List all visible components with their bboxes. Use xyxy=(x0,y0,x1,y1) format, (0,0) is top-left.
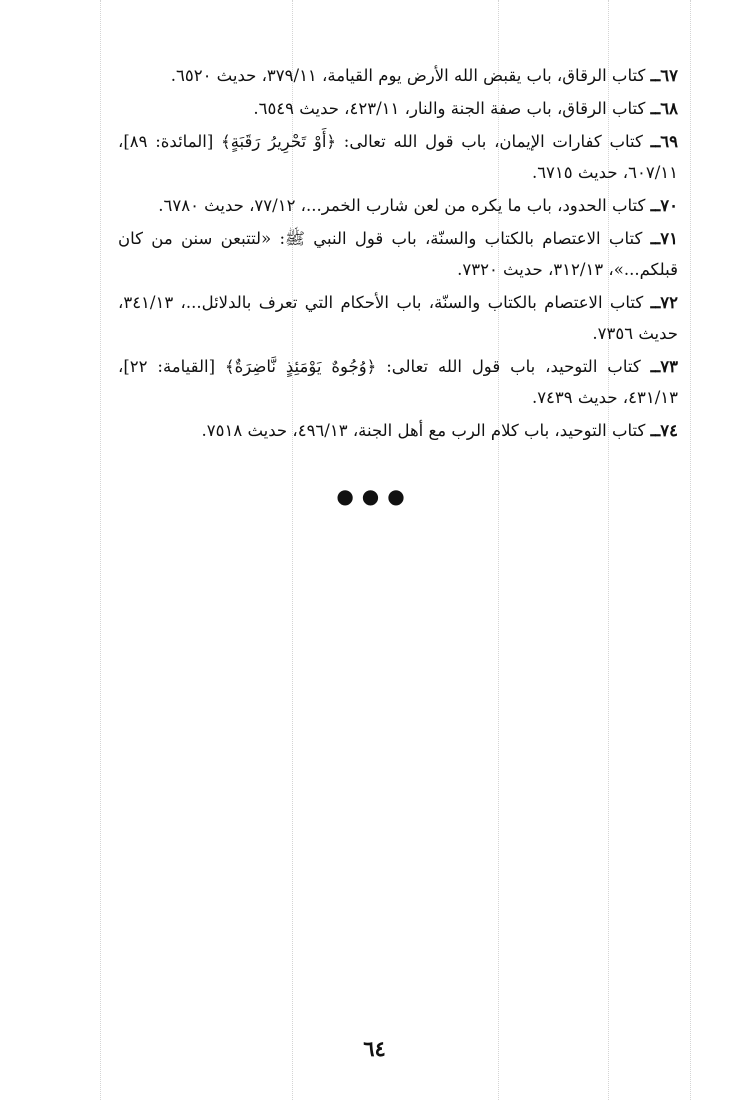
footnote-entries xyxy=(118,60,678,448)
entry-text: كتاب الحدود، باب ما يكره من لعن شارب الخمر...، ٧٧/١٢، حديث ٦٧٨٠. xyxy=(158,196,646,215)
entry-text: كتاب التوحيد، باب قول الله تعالى: ﴿وُجُوهٌ يَوْمَئِذٍ نَّاضِرَةٌ﴾ [القيامة: ٢٢]، ٤٣١/١٣، حديث ٧٤٣٩. xyxy=(118,357,678,407)
entry-number: ٦٧ــ xyxy=(650,66,678,85)
section-separator-dots: ●●● xyxy=(336,484,413,508)
page-number: ٦٤ xyxy=(363,1036,386,1061)
entry-71 xyxy=(118,223,678,285)
entry-number: ٧٣ــ xyxy=(650,357,678,376)
margin-guide-line xyxy=(690,0,691,1100)
entry-73 xyxy=(118,351,678,413)
entry-74 xyxy=(118,415,678,446)
entry-text: كتاب الاعتصام بالكتاب والسنّة، باب الأحكام التي تعرف بالدلائل...، ٣٤١/١٣، حديث ٧٣٥٦. xyxy=(118,293,678,343)
entry-67 xyxy=(118,60,678,91)
entry-number: ٦٩ــ xyxy=(650,132,679,151)
margin-guide-line xyxy=(100,0,101,1100)
entry-70 xyxy=(118,190,678,221)
entry-text: كتاب كفارات الإيمان، باب قول الله تعالى: ﴿أَوْ تَحْرِيرُ رَقَبَةٍ﴾ [المائدة: ٨٩]، ٦٠٧/١١، حديث ٦٧١٥. xyxy=(118,132,678,182)
entry-text: كتاب الرقاق، باب يقبض الله الأرض يوم القيامة، ٣٧٩/١١، حديث ٦٥٢٠. xyxy=(170,66,646,85)
entry-number: ٧٠ــ xyxy=(650,196,678,215)
entry-text: كتاب التوحيد، باب كلام الرب مع أهل الجنة، ٤٩٦/١٣، حديث ٧٥١٨. xyxy=(201,421,646,440)
entry-number: ٧٤ــ xyxy=(650,421,678,440)
entry-number: ٦٨ــ xyxy=(650,99,678,118)
entry-text: كتاب الاعتصام بالكتاب والسنّة، باب قول النبي ﷺ: «لتتبعن سنن من كان قبلكم...»، ٣١٢/١٣، حديث ٧٣٢٠. xyxy=(118,229,678,279)
entry-text: كتاب الرقاق، باب صفة الجنة والنار، ٤٢٣/١١، حديث ٦٥٤٩. xyxy=(253,99,646,118)
entry-number: ٧١ــ xyxy=(650,229,678,248)
entry-72 xyxy=(118,287,678,349)
entry-number: ٧٢ــ xyxy=(650,293,679,312)
entry-69 xyxy=(118,126,678,188)
entry-68 xyxy=(118,93,678,124)
